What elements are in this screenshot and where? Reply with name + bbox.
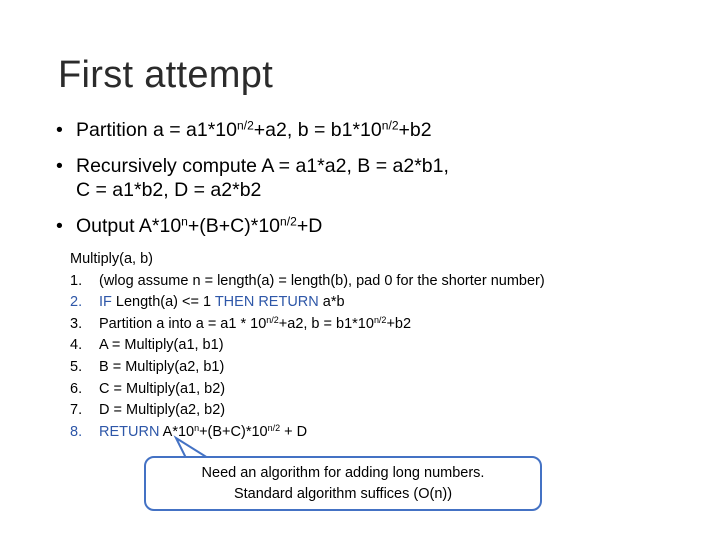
bullet-list — [56, 118, 696, 250]
pseudocode-line — [70, 292, 545, 314]
exponent: n/2 — [266, 314, 279, 325]
pseudocode-line — [70, 422, 545, 444]
bullet-text: +(B+C)*10 — [187, 215, 281, 237]
pseudocode-block — [70, 249, 545, 443]
exponent: n/2 — [373, 314, 387, 325]
line-text: + D — [280, 423, 308, 440]
line-number: 7. — [70, 402, 83, 419]
line-number: 2. — [70, 294, 83, 311]
exponent: n/2 — [267, 422, 281, 433]
bullet-text: Partition a = a1*10 — [76, 119, 237, 141]
exponent: n — [194, 422, 200, 433]
bullet-text: C = a1*b2, D = a2*b2 — [76, 179, 262, 201]
line-text: A = Multiply(a1, b1) — [99, 337, 224, 354]
keyword: RETURN — [99, 423, 160, 440]
pseudocode-line — [70, 271, 545, 293]
pseudocode-line — [70, 400, 545, 422]
line-number: 5. — [70, 358, 83, 375]
line-text: a*b — [318, 294, 345, 311]
line-number: 4. — [70, 337, 83, 354]
line-number: 3. — [70, 315, 83, 332]
line-number: 8. — [70, 423, 83, 440]
line-text: Length(a) <= 1 — [111, 294, 215, 311]
bullet-recursive — [56, 154, 696, 202]
exponent: n — [181, 214, 188, 229]
callout-line: Need an algorithm for adding long numbers. — [201, 465, 485, 481]
line-text: D = Multiply(a2, b2) — [99, 402, 226, 419]
bullet-output — [56, 214, 696, 238]
line-number: 6. — [70, 380, 83, 397]
bullet-text: Output A*10 — [76, 215, 182, 237]
bullet-partition — [56, 118, 696, 142]
exponent: n/2 — [237, 118, 254, 133]
bullet-text: +b2 — [398, 119, 432, 141]
keyword: IF — [99, 294, 112, 311]
line-text: Partition a into a = a1 * 10 — [99, 315, 267, 332]
callout-line: Standard algorithm suffices (O(n)) — [233, 486, 453, 502]
line-number: 1. — [70, 272, 83, 289]
bullet-text: • Recursively compute A = a1*a2, B = a2*b1, — [76, 155, 449, 177]
bullet-text: +a2, b = b1*10 — [253, 119, 382, 141]
pseudocode-line — [70, 379, 545, 401]
line-text: C = Multiply(a1, b2) — [99, 380, 226, 397]
line-text: B = Multiply(a2, b1) — [99, 358, 225, 375]
pseudocode-line — [70, 314, 545, 336]
pseudocode-title: Multiply(a, b) — [70, 251, 153, 267]
bullet-text: +D — [296, 215, 323, 237]
pseudocode-line — [70, 357, 545, 379]
slide-title: First attempt — [58, 54, 274, 96]
line-text: +b2 — [386, 315, 412, 332]
exponent: n/2 — [280, 214, 297, 229]
line-text: (wlog assume n = length(a) = length(b), pad 0 for the shorter number) — [99, 272, 545, 289]
line-text: +a2, b = b1*10 — [278, 315, 374, 332]
line-text: A*10 — [159, 423, 195, 440]
exponent: n/2 — [381, 118, 399, 133]
line-text: +(B+C)*10 — [199, 423, 268, 440]
callout-box — [144, 456, 542, 511]
pseudocode-line — [70, 335, 545, 357]
keyword: THEN RETURN — [214, 294, 319, 311]
